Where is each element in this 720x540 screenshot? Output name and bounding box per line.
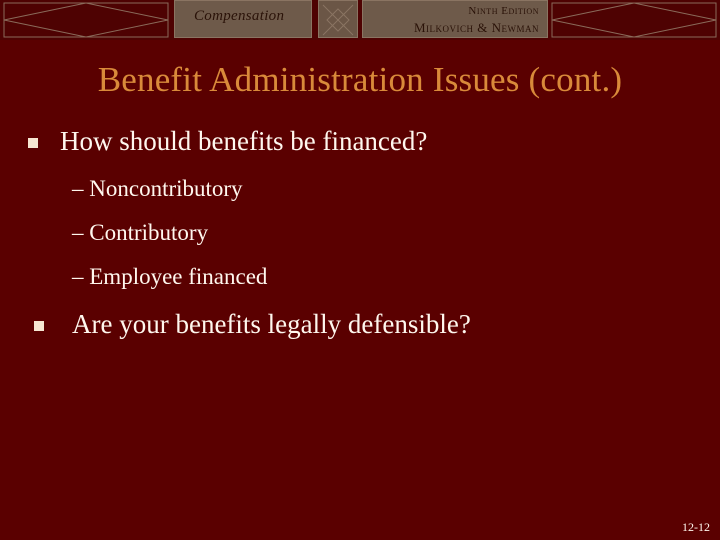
- bullet-square-icon: [34, 321, 44, 331]
- logo-text: Compensation: [194, 8, 285, 24]
- edition-panel: [362, 0, 548, 38]
- subitem-contributory: – Contributory: [72, 220, 209, 245]
- compensation-logo: [194, 8, 284, 25]
- ornament-panel: [318, 0, 358, 38]
- subitem-employee-financed: – Employee financed: [72, 264, 268, 289]
- banner-ornament: [0, 0, 720, 40]
- header-banner: [0, 0, 720, 40]
- bullet-financing: How should benefits be financed?: [60, 126, 428, 156]
- edition-label: Ninth Edition: [468, 5, 539, 17]
- slide-title: Benefit Administration Issues (cont.): [97, 60, 623, 99]
- authors-label: Milkovich & Newman: [413, 20, 539, 35]
- bullet-legal: Are your benefits legally defensible?: [72, 309, 471, 339]
- subitem-noncontributory: – Noncontributory: [72, 176, 243, 201]
- diamond-ornament-icon: [319, 1, 359, 39]
- bullet-square-icon: [28, 138, 38, 148]
- page-number: 12-12: [682, 520, 710, 534]
